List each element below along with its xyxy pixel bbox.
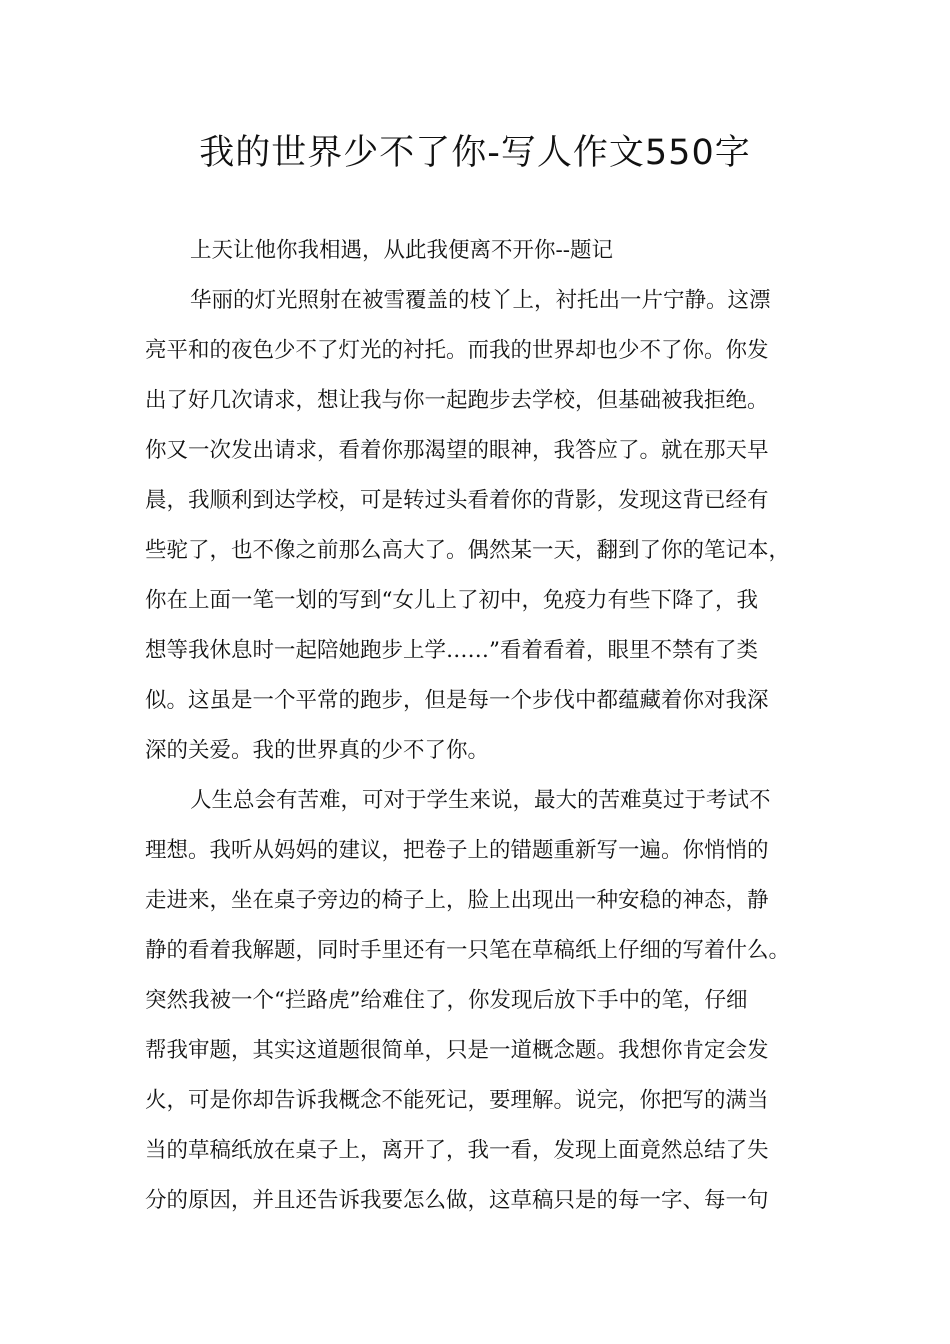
- page-title: 我的世界少不了你-写人作文550字: [199, 133, 751, 173]
- paragraph-1-line-5: 晨，我顺利到达学校，可是转过头看着你的背影，发现这背已经有: [145, 488, 769, 513]
- epigraph-line: 上天让他你我相遇，从此我便离不开你--题记: [190, 238, 614, 263]
- paragraph-2-line-1: 人生总会有苦难，可对于学生来说，最大的苦难莫过于考试不: [190, 788, 771, 813]
- paragraph-2-line-7: 火，可是你却告诉我概念不能死记，要理解。说完，你把写的满当: [145, 1088, 769, 1113]
- paragraph-2-line-5: 突然我被一个“拦路虎”给难住了，你发现后放下手中的笔，仔细: [145, 988, 748, 1013]
- paragraph-1-line-9: 似。这虽是一个平常的跑步，但是每一个步伐中都蕴藏着你对我深: [145, 688, 769, 713]
- paragraph-1-line-3: 出了好几次请求，想让我与你一起跑步去学校，但基础被我拒绝。: [145, 388, 769, 413]
- paragraph-1-line-6: 些驼了，也不像之前那么高大了。偶然某一天，翻到了你的笔记本，: [145, 538, 791, 563]
- paragraph-2-line-2: 理想。我听从妈妈的建议，把卷子上的错题重新写一遍。你悄悄的: [145, 838, 769, 863]
- paragraph-2-line-9: 分的原因，并且还告诉我要怎么做，这草稿只是的每一字、每一句: [145, 1188, 769, 1213]
- paragraph-1-line-8: 想等我休息时一起陪她跑步上学……”看着看着，眼里不禁有了类: [145, 638, 758, 663]
- paragraph-1-line-1: 华丽的灯光照射在被雪覆盖的枝丫上，衬托出一片宁静。这漂: [190, 288, 771, 313]
- paragraph-1-line-2: 亮平和的夜色少不了灯光的衬托。而我的世界却也少不了你。你发: [145, 338, 769, 363]
- paragraph-2-line-8: 当的草稿纸放在桌子上，离开了，我一看，发现上面竟然总结了失: [145, 1138, 769, 1163]
- paragraph-1-line-10: 深的关爱。我的世界真的少不了你。: [145, 738, 490, 763]
- paragraph-2-line-3: 走进来，坐在桌子旁边的椅子上，脸上出现出一种安稳的神态，静: [145, 888, 769, 913]
- paragraph-2-line-6: 帮我审题，其实这道题很简单，只是一道概念题。我想你肯定会发: [145, 1038, 769, 1063]
- paragraph-1-line-4: 你又一次发出请求，看着你那渴望的眼神，我答应了。就在那天早: [145, 438, 769, 463]
- paragraph-1-line-7: 你在上面一笔一划的写到“女儿上了初中，免疫力有些下降了，我: [145, 588, 758, 613]
- paragraph-2-line-4: 静的看着我解题，同时手里还有一只笔在草稿纸上仔细的写着什么。: [145, 938, 791, 963]
